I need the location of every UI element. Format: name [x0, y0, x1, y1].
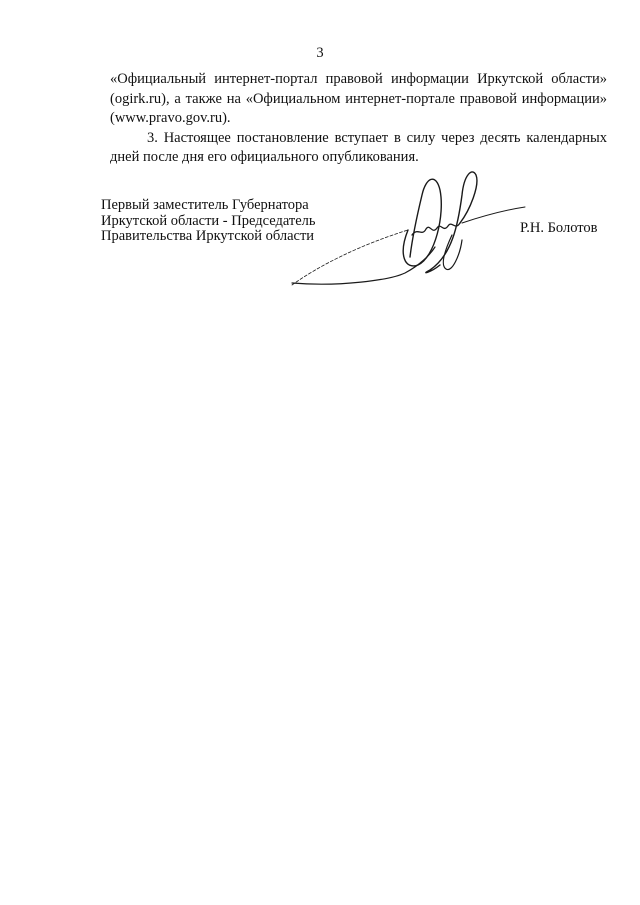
signer-name: Р.Н. Болотов — [520, 220, 598, 236]
paragraph-effective-date: 3. Настоящее постановление вступает в силу через десять календарных дней после дня его официального опубликования. — [110, 129, 607, 165]
signatory-title-line: Иркутской области - Председатель — [101, 212, 316, 229]
document-body — [110, 70, 607, 168]
handwritten-signature — [280, 165, 530, 295]
signatory-title-line: Первый заместитель Губернатора — [101, 197, 309, 213]
paragraph-publication-sources: «Официальный интернет-портал правовой информации Иркутской области» (ogirk.ru), а также на «Официальном интернет-портале правовой информации» (www.pravo.gov.ru). — [110, 71, 607, 126]
signatory-title-line: Правительства Иркутской области — [101, 228, 315, 244]
page-number: 3 — [316, 45, 324, 61]
